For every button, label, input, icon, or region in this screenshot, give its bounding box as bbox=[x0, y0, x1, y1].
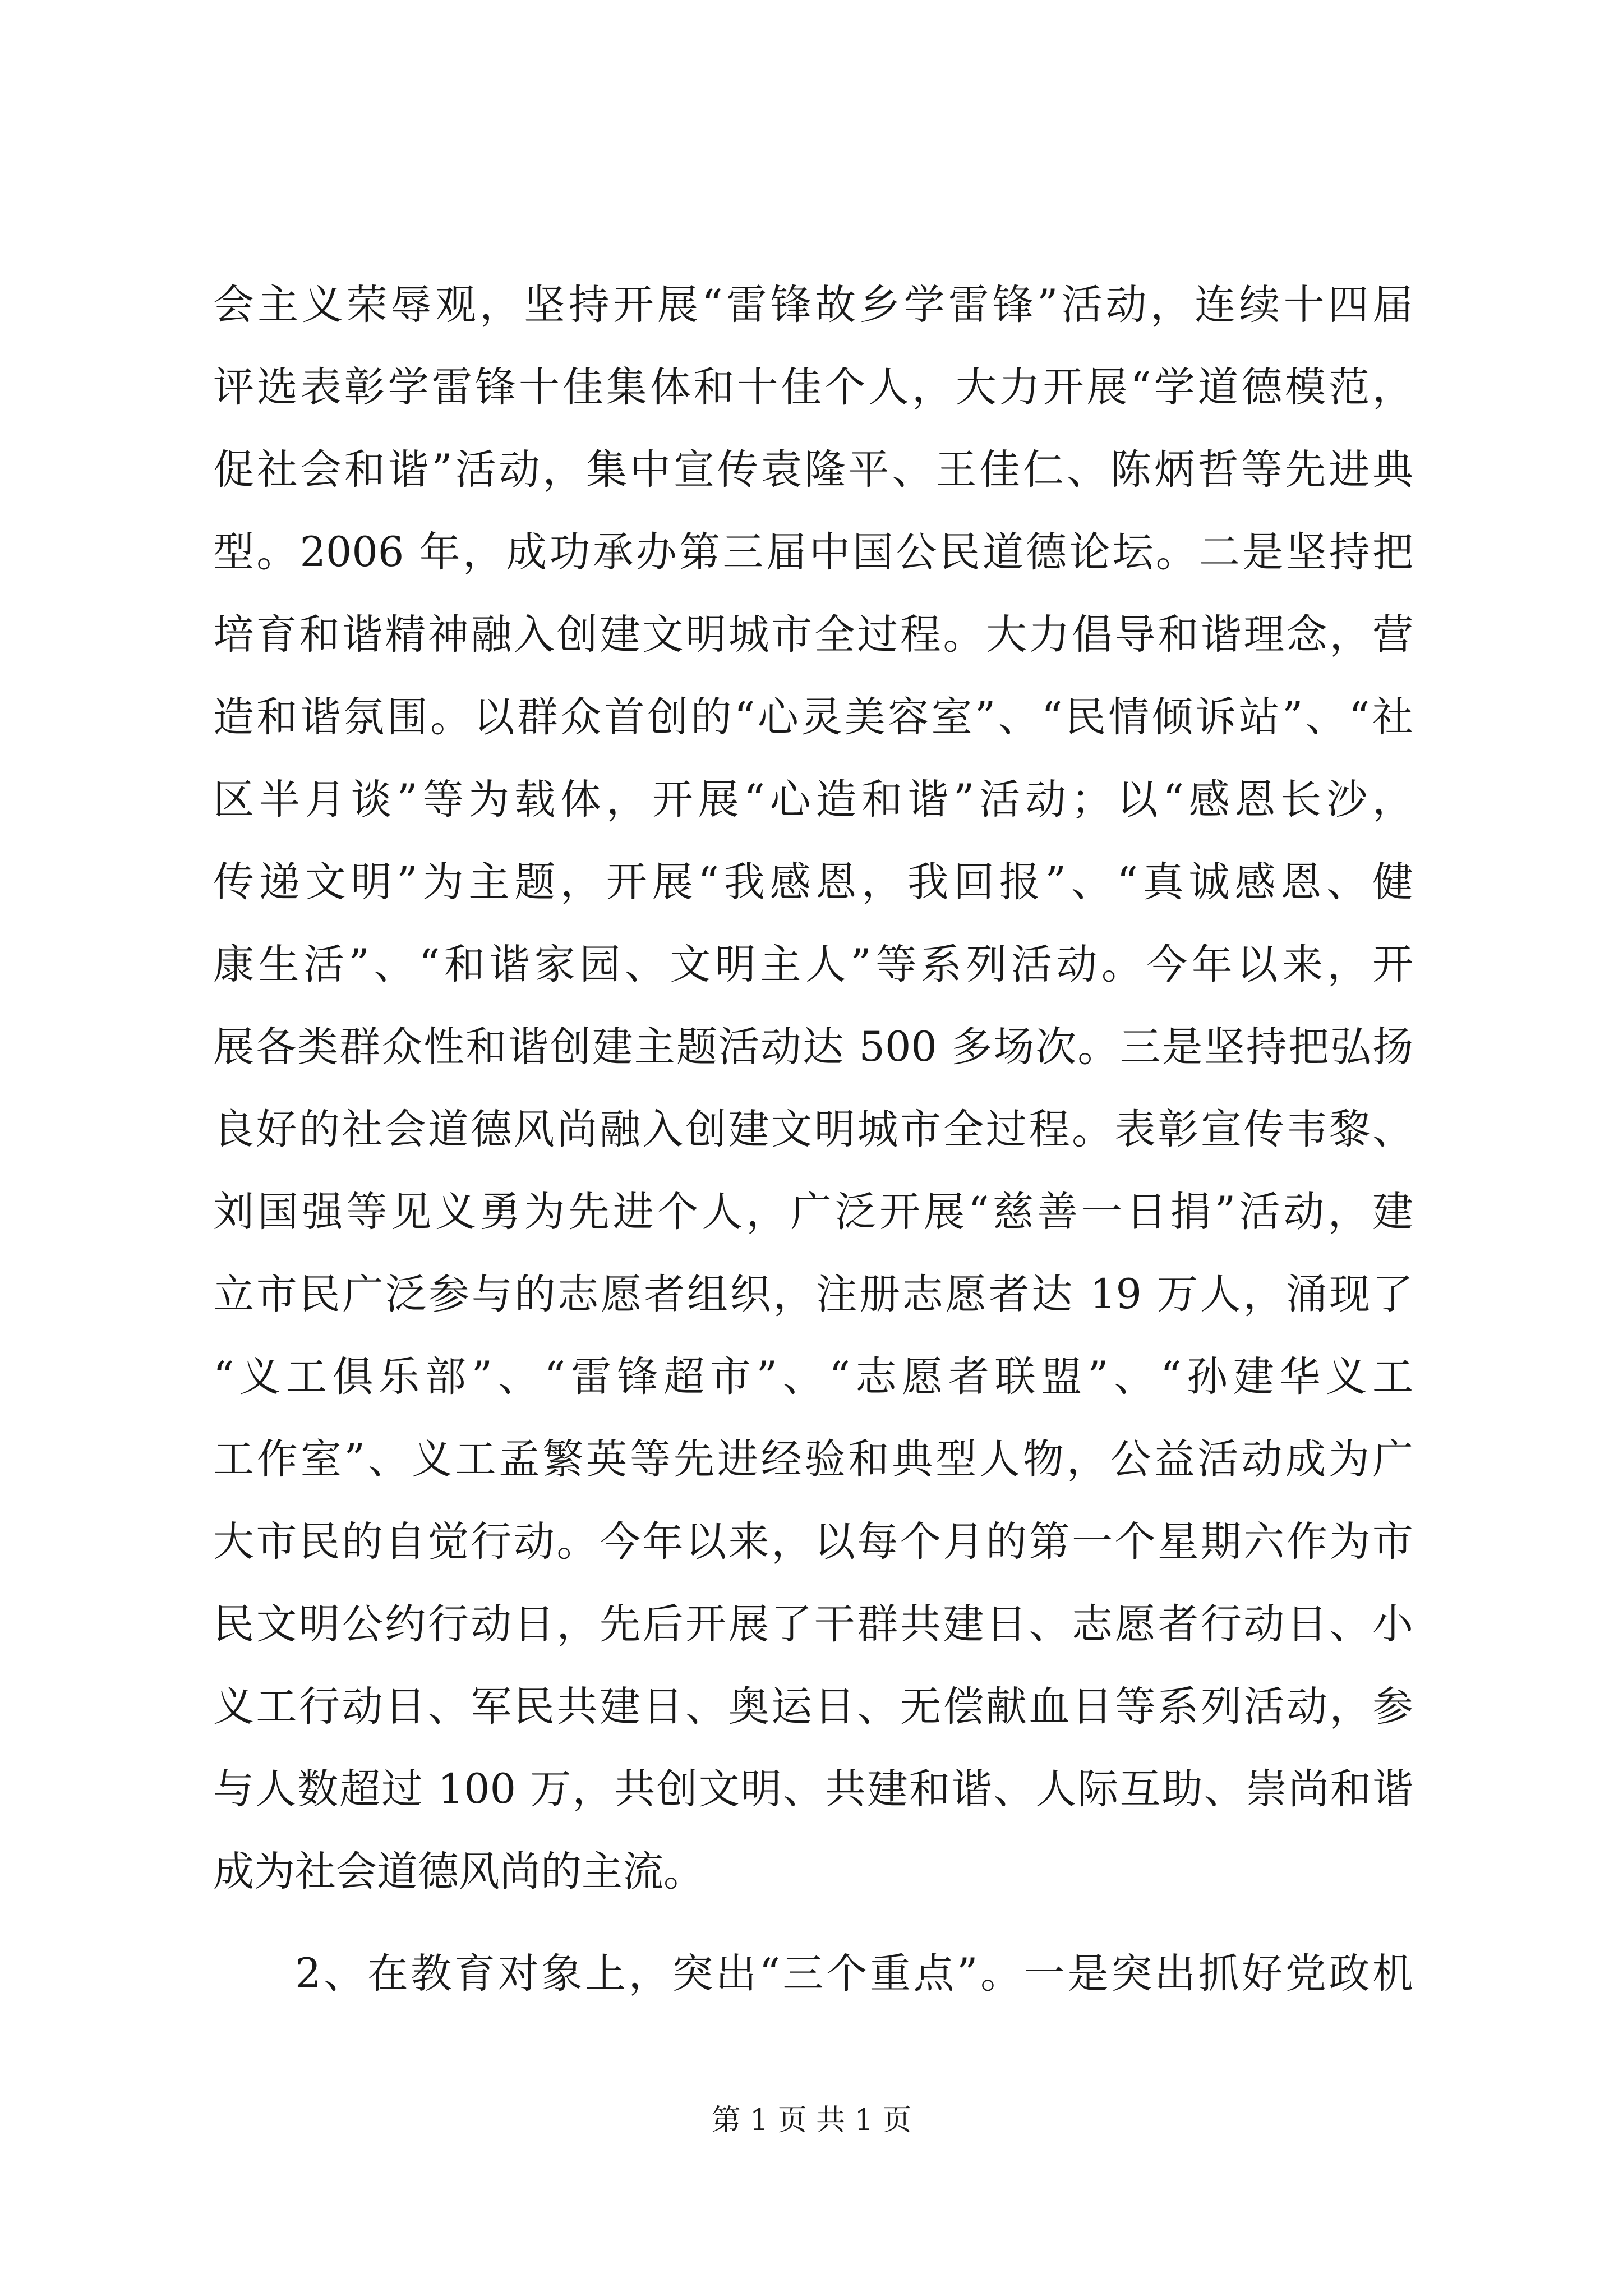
text-line: 型。2006 年，成功承办第三届中国公民道德论坛。二是坚持把 bbox=[213, 528, 1413, 576]
text-line: 义工行动日、军民共建日、奥运日、无偿献血日等系列活动，参 bbox=[213, 1683, 1413, 1731]
text-line: 培育和谐精神融入创建文明城市全过程。大力倡导和谐理念，营 bbox=[213, 611, 1413, 659]
text-line: 成为社会道德风尚的主流。 bbox=[213, 1848, 704, 1895]
text-line: 与人数超过 100 万，共创文明、共建和谐、人际互助、崇尚和谐 bbox=[213, 1765, 1413, 1813]
paragraph-2-first-line: 2、在教育对象上，突出“三个重点”。一是突出抓好党政机 bbox=[295, 1950, 1413, 1998]
text-line: 大市民的自觉行动。今年以来，以每个月的第一个星期六作为市 bbox=[213, 1518, 1413, 1566]
text-line: 区半月谈”等为载体，开展“心造和谐”活动；以“感恩长沙， bbox=[213, 776, 1413, 823]
text-line: 康生活”、“和谐家园、文明主人”等系列活动。今年以来，开 bbox=[213, 941, 1413, 988]
text-line: 评选表彰学雷锋十佳集体和十佳个人，大力开展“学道德模范， bbox=[213, 364, 1413, 411]
text-line: 刘国强等见义勇为先进个人，广泛开展“慈善一日捐”活动，建 bbox=[213, 1188, 1413, 1236]
text-line: 良好的社会道德风尚融入创建文明城市全过程。表彰宣传韦黎、 bbox=[213, 1106, 1413, 1153]
text-line: “义工俱乐部”、“雷锋超市”、“志愿者联盟”、“孙建华义工 bbox=[213, 1353, 1413, 1401]
text-line: 立市民广泛参与的志愿者组织，注册志愿者达 19 万人，涌现了 bbox=[213, 1271, 1413, 1318]
document-body bbox=[213, 264, 1413, 2015]
text-line: 造和谐氛围。以群众首创的“心灵美容室”、“民情倾诉站”、“社 bbox=[213, 693, 1413, 741]
page-footer: 第 1 页 共 1 页 bbox=[711, 2104, 912, 2137]
text-line: 民文明公约行动日，先后开展了干群共建日、志愿者行动日、小 bbox=[213, 1600, 1413, 1648]
text-line: 促社会和谐”活动，集中宣传袁隆平、王佳仁、陈炳哲等先进典 bbox=[213, 446, 1413, 494]
text-line: 工作室”、义工孟繁英等先进经验和典型人物，公益活动成为广 bbox=[213, 1435, 1413, 1483]
text-line: 展各类群众性和谐创建主题活动达 500 多场次。三是坚持把弘扬 bbox=[213, 1023, 1413, 1071]
text-line: 会主义荣辱观，坚持开展“雷锋故乡学雷锋”活动，连续十四届 bbox=[213, 281, 1413, 329]
text-line: 传递文明”为主题，开展“我感恩，我回报”、“真诚感恩、健 bbox=[213, 858, 1413, 906]
